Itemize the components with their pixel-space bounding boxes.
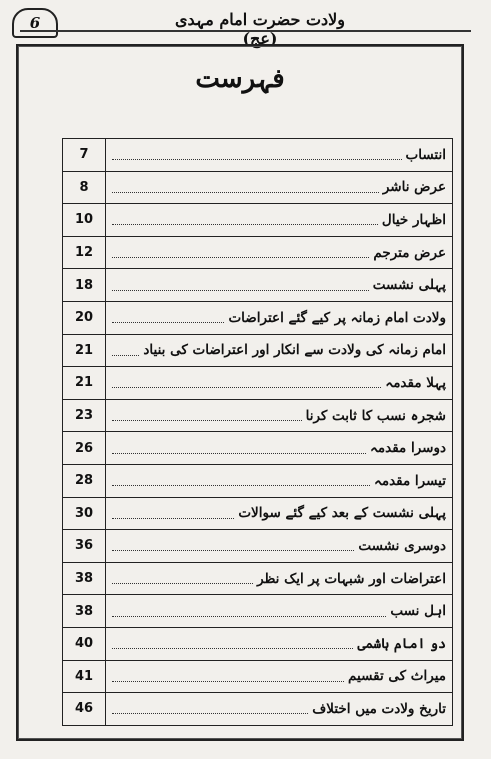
toc-entry [106,563,453,595]
toc-page-number: 41 [62,661,106,693]
toc-title: فہرست [195,64,285,94]
toc-frame [16,44,464,741]
toc-page-number: 38 [62,563,106,595]
toc-entry-title: اظہار خیال [381,211,446,228]
toc-page-number: 36 [62,530,106,562]
toc-row [62,367,453,400]
toc-row [62,172,453,205]
toc-row [62,595,453,628]
toc-entry-title: پہلی نشست کے بعد کیے گئے سوالات [238,505,446,522]
toc-entry-title: شجرہ نسب کا ثابت کرنا [305,407,446,424]
toc-entry-title: اہل نسب [390,603,446,620]
toc-entry-title: دو امام ہاشمی [357,635,446,652]
toc-row [62,204,453,237]
toc-entry [106,335,453,367]
dot-leader [112,550,354,551]
toc-page-number: 40 [62,628,106,660]
dot-leader [112,387,381,388]
toc-entry [106,269,453,301]
toc-entry [106,432,453,464]
toc-row [62,335,453,368]
toc-entry-title: انتساب [405,146,446,163]
toc-row [62,661,453,694]
toc-entry [106,465,453,497]
toc-entry [106,693,453,725]
toc-page-number: 46 [62,693,106,725]
dot-leader [112,681,344,682]
toc-entry [106,367,453,399]
toc-row [62,302,453,335]
dot-leader [112,713,308,714]
toc-row [62,139,453,172]
toc-row [62,628,453,661]
toc-row [62,693,453,726]
toc-entry [106,595,453,627]
toc-page-number: 7 [62,139,106,171]
dot-leader [112,485,370,486]
toc-entry-title: تیسرا مقدمہ [373,472,446,489]
running-title: ولادت حضرت امام مہدی (عج) [174,10,346,48]
dot-leader [112,616,386,617]
toc-entry-title: پہلا مقدمہ [385,374,446,391]
page-header [0,0,491,48]
dot-leader [112,648,353,649]
dot-leader [112,224,378,225]
dot-leader [112,322,224,323]
toc-page-number: 28 [62,465,106,497]
toc-entry-title: اعتراضات اور شبہات پر ایک نظر [257,570,446,587]
toc-row [62,563,453,596]
toc-entry [106,661,453,693]
toc-page-number: 18 [62,269,106,301]
toc-page-number: 21 [62,335,106,367]
toc-entry [106,204,453,236]
dot-leader [112,355,139,356]
toc-entry-title: تاریخ ولادت میں اختلاف [312,700,446,717]
toc-table [62,138,453,726]
toc-row [62,400,453,433]
toc-page-number: 30 [62,498,106,530]
dot-leader [112,453,366,454]
toc-page-number: 10 [62,204,106,236]
toc-entry-title: عرض مترجم [373,244,446,261]
dot-leader [112,518,234,519]
toc-row [62,530,453,563]
toc-page-number: 12 [62,237,106,269]
toc-entry [106,139,453,171]
toc-page-number: 21 [62,367,106,399]
toc-entry-title: میراث کی تقسیم [348,668,446,685]
dot-leader [112,257,369,258]
toc-entry-title: عرض ناشر [382,179,446,196]
toc-entry [106,400,453,432]
dot-leader [112,583,253,584]
toc-entry [106,530,453,562]
toc-page-number: 23 [62,400,106,432]
toc-row [62,498,453,531]
toc-row [62,432,453,465]
dot-leader [112,290,369,291]
dot-leader [112,420,302,421]
toc-row [62,269,453,302]
toc-entry-title: امام زمانہ کی ولادت سے انکار اور اعتراضات کی بنیاد [143,342,446,359]
toc-entry-title: دوسرا مقدمہ [369,440,446,457]
toc-entry [106,498,453,530]
toc-entry [106,628,453,660]
toc-entry-title: دوسری نشست [358,537,446,554]
toc-page-number: 26 [62,432,106,464]
page-number-badge: 6 [12,8,58,38]
toc-page-number: 20 [62,302,106,334]
toc-page-number: 8 [62,172,106,204]
toc-entry [106,172,453,204]
dot-leader [112,159,402,160]
toc-entry-title: ولادت امام زمانہ پر کیے گئے اعتراضات [228,309,446,326]
toc-entry-title: پہلی نشست [372,277,446,294]
header-rule [20,30,471,32]
toc-row [62,465,453,498]
toc-entry [106,302,453,334]
toc-page-number: 38 [62,595,106,627]
dot-leader [112,192,379,193]
toc-entry [106,237,453,269]
toc-row [62,237,453,270]
